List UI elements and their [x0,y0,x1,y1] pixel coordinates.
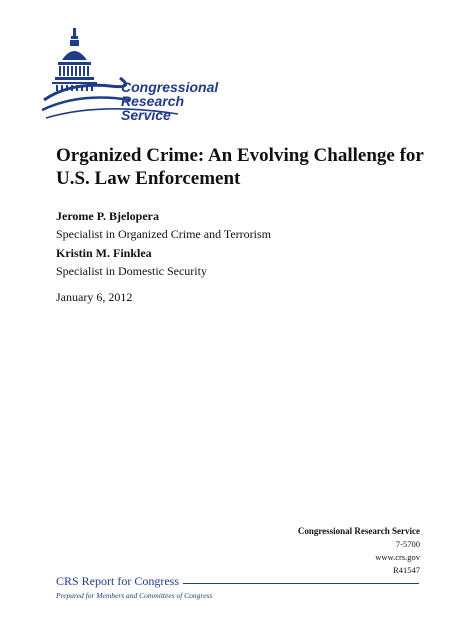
capitol-dome-icon [52,28,97,91]
author-role: Specialist in Domestic Security [56,264,207,278]
footer-subtitle: Prepared for Members and Committees of Congress [56,591,213,600]
logo-line-service: Service [121,107,171,123]
author-name: Jerome P. Bjelopera [56,209,159,223]
title-line-2: U.S. Law Enforcement [56,168,241,189]
footer-rule [183,583,419,584]
report-meta [298,525,420,577]
meta-organization: Congressional Research Service [297,526,420,536]
logo-wordmark [121,80,218,122]
author-role: Specialist in Organized Crime and Terrorism [56,227,271,241]
title-line-1: Organized Crime: An Evolving Challenge for [56,145,424,166]
logo-line-congressional: Congressional [121,79,219,95]
meta-report-number: R41547 [393,565,420,575]
document-title [56,144,436,190]
author-block [56,208,271,242]
logo-line-research: Research [121,93,185,109]
meta-phone: 7-5700 [395,539,420,549]
publication-date: January 6, 2012 [56,290,133,304]
footer-title: CRS Report for Congress [56,574,179,588]
author-block [56,245,207,279]
meta-website: www.crs.gov [375,552,420,562]
author-name: Kristin M. Finklea [56,246,152,260]
